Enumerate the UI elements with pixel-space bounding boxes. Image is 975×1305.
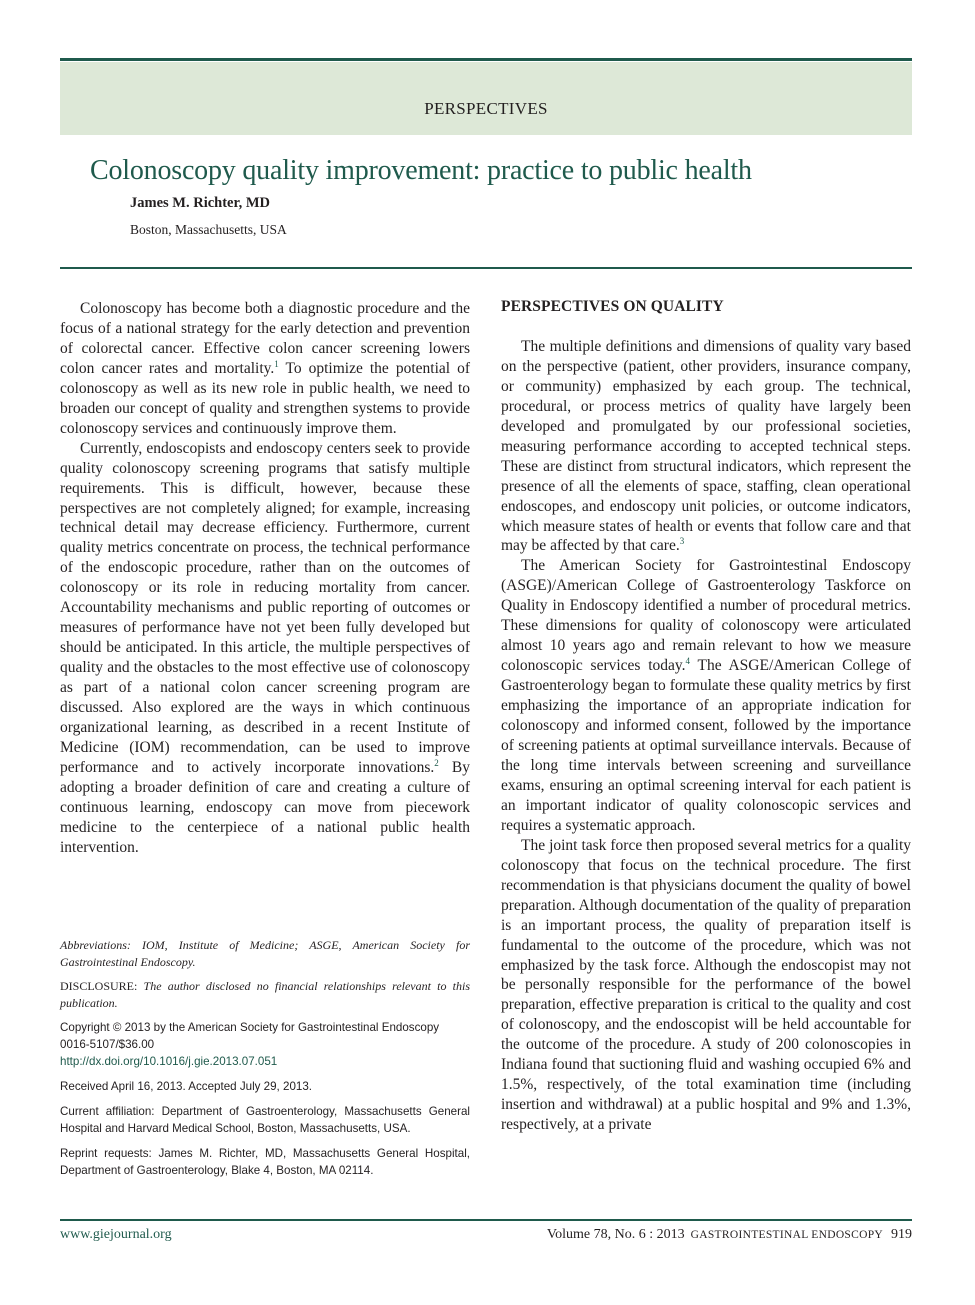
doi-link[interactable]: http://dx.doi.org/10.1016/j.gie.2013.07.051 <box>60 1055 278 1068</box>
citation-ref[interactable]: 1 <box>274 358 279 369</box>
received-line: Received April 16, 2013. Accepted July 29, 2013. <box>60 1080 313 1093</box>
section-label: PERSPECTIVES <box>424 98 548 118</box>
issn-line: 0016-5107/$36.00 <box>60 1038 155 1051</box>
header-rule <box>60 267 912 269</box>
top-rule <box>60 58 912 61</box>
right-column <box>501 297 911 1135</box>
section-banner <box>60 62 912 135</box>
page-footer <box>547 1227 912 1243</box>
citation-ref[interactable]: 4 <box>685 656 691 667</box>
footer-rule <box>60 1219 912 1221</box>
journal-name: GASTROINTESTINAL ENDOSCOPY <box>690 1229 883 1241</box>
article-title: Colonoscopy quality improvement: practice to public health <box>90 155 752 186</box>
body-paragraph: The joint task force then proposed several metrics for a quality colonoscopy that focus on the technical procedure. The first recommendation is that physicians document the quality of bowel preparation. Although documentation of the quality of preparation is an important process, the quality of preparation itself is fundamental to the outcome of the procedure, which was not emphasized by the task force. Although the endoscopist may not be personally responsible for the performance of the bowel preparation, effective preparation is critical to the quality and cost of colonoscopy, and the endoscopist will be held accountable for the outcome of the procedure. A study of 200 colonoscopies in Indiana found that suctioning fluid and washing occupied 6% and 1.5%, respectively, of the total examination time (including insertion and withdrawal) at a public hospital and 9% and 1.3%, respectively, at a private <box>501 836 911 1134</box>
journal-website-link[interactable]: www.giejournal.org <box>60 1227 172 1242</box>
current-affiliation: Current affiliation: Department of Gastroenterology, Massachusetts General Hospital and Harvard Medical School, Boston, Massachusetts, USA. <box>60 1105 470 1135</box>
page-number: 919 <box>891 1227 912 1242</box>
volume-info: Volume 78, No. 6 : 2013 <box>546 1227 685 1242</box>
body-paragraph: The multiple definitions and dimensions of quality vary based on the perspective (patient, other providers, insurance company, or community) emphasized by each group. The technical, procedural, or process metrics of quality have largely been developed and promulgated by our professional societies, measuring performance according to accepted technical steps. These are distinct from structural indicators, which represent the presence of all the elements of space, staffing, clean operational endoscopes, and endoscopy unit policies, or outcome indicators, which measure states of health or events that follow care and that may be affected by that care.$^3$ <box>501 337 911 555</box>
author-affiliation: Boston, Massachusetts, USA <box>130 222 287 237</box>
reprint-requests: Reprint requests: James M. Richter, MD, Massachusetts General Hospital, Department of Gastroenterology, Blake 4, Boston, MA 02114. <box>60 1147 470 1177</box>
body-paragraph: Colonoscopy has become both a diagnostic procedure and the focus of a national strategy for the early detection and prevention of colorectal cancer. Effective colon cancer screening lowers colon cancer rates and mortality.$^1$ To optimize the potential of colonoscopy as well as its new role in public health, we need to broaden our concept of quality and strengthen systems to provide colonoscopy services and continuously improve them. <box>60 300 470 437</box>
body-paragraph: The American Society for Gastrointestinal Endoscopy (ASGE)/American College of Gastroenterology Taskforce on Quality in Endoscopy identified a number of procedural metrics. These dimensions for quality of colonoscopy were articulated almost 10 years ago and remain relevant to how we measure colonoscopic services today.$^4$ The ASGE/American College of Gastroenterology began to formulate these quality metrics by first emphasizing the importance of an appropriate indication for colonoscopy and informed consent, followed by the importance of screening patients at optimal surveillance intervals. Because of the long time intervals between screening and surveillance exams, ensuring an optimal screening interval for each patient is an important indicator of quality colonoscopic services and requires a systematic approach. <box>501 557 911 834</box>
footnotes <box>60 937 470 1187</box>
citation-ref[interactable]: 3 <box>679 536 685 547</box>
body-paragraph: Currently, endoscopists and endoscopy centers seek to provide quality colonoscopy screening programs that satisfy multiple requirements. This is difficult, however, because these perspectives are not completely aligned; for example, increasing technical detail may decrease efficiency. Furthermore, current quality metrics concentrate on process, the technical performance of the endoscopic procedure, rather than on the outcomes of colonoscopy or its role in reducing mortality from cancer. Accountability mechanisms and public reporting of outcomes or measures of performance have not yet been fully developed but should be anticipated. In this article, the multiple perspectives of quality and the obstacles to the most effective use of colonoscopy as part of a national colon cancer screening program are discussed. Also explored are the ways in which continuous organizational learning, as described in a recent Institute of Medicine (IOM) recommendation, can be used to improve performance and to actively incorporate innovations.$^2$ By adopting a broader definition of care and creating a culture of continuous learning, endoscopy can move from piecework medicine to the centerpiece of a national public health intervention. <box>60 439 470 856</box>
section-heading: PERSPECTIVES ON QUALITY <box>501 298 724 315</box>
disclosure-note: DISCLOSURE: The author disclosed no financial relationships relevant to this publication. <box>60 979 470 1010</box>
citation-ref[interactable]: 2 <box>434 757 439 768</box>
left-column <box>60 299 470 858</box>
abbreviations-note: Abbreviations: IOM, Institute of Medicine; ASGE, American Society for Gastrointestinal Endoscopy. <box>60 938 470 969</box>
author-name: James M. Richter, MD <box>130 195 270 211</box>
copyright-block <box>60 1019 470 1070</box>
copyright-line: Copyright © 2013 by the American Society for Gastrointestinal Endoscopy <box>60 1021 440 1034</box>
